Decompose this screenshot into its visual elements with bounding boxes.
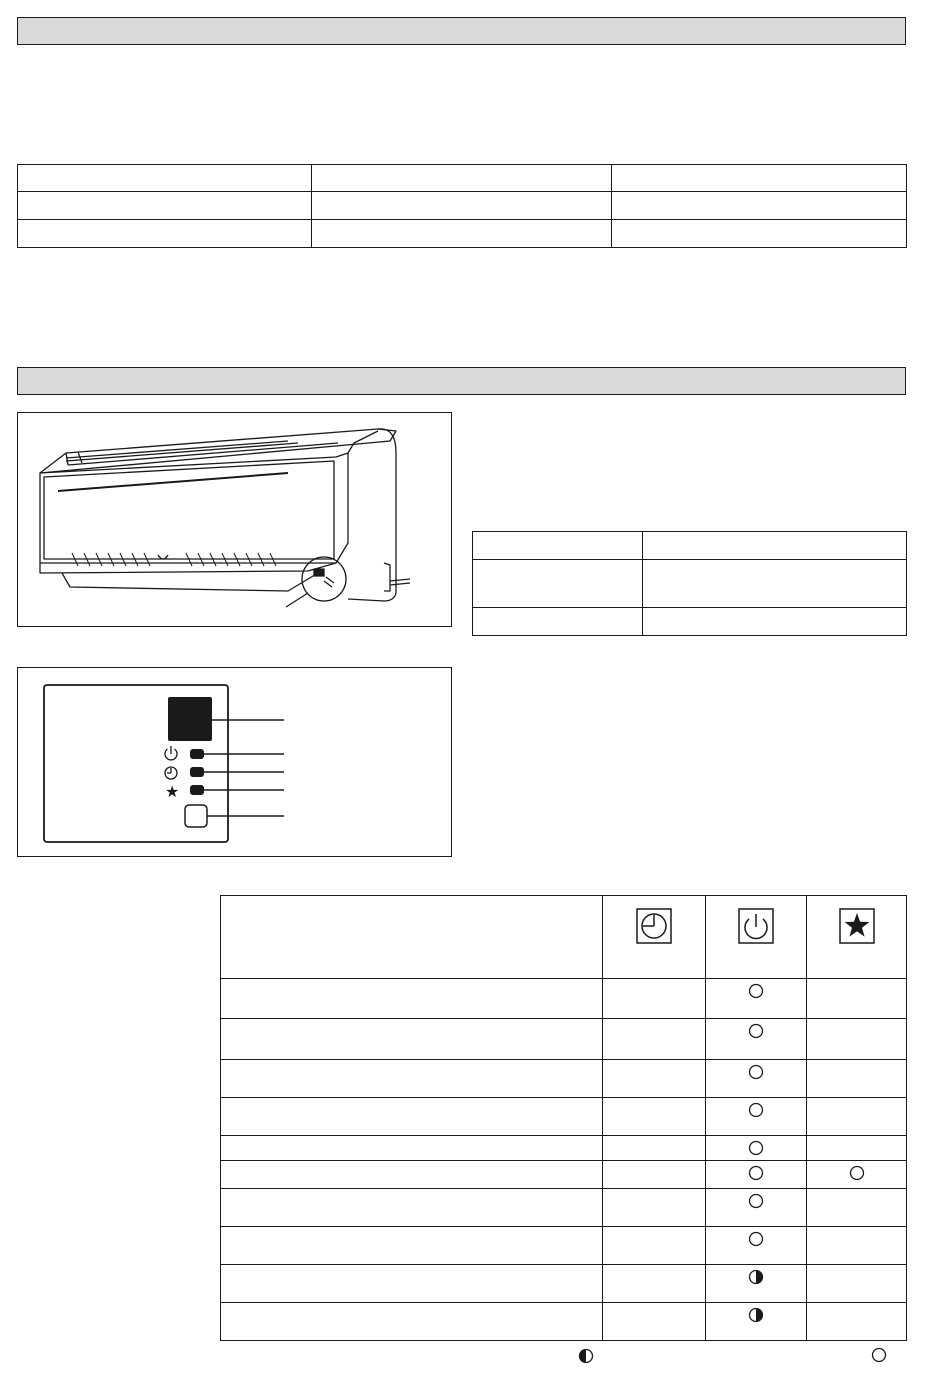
table-cell: [612, 192, 907, 220]
table-row: [221, 1098, 907, 1136]
timer-column-header: [603, 896, 706, 979]
power-column-header: [706, 896, 807, 979]
status-label: [221, 1161, 603, 1189]
table-cell: [18, 192, 312, 220]
table-row: [221, 1303, 907, 1341]
star-status-cell: [807, 1098, 907, 1136]
star-status-cell: [807, 979, 907, 1019]
section-2-header: [17, 367, 906, 395]
table-cell: [643, 560, 907, 608]
table-cell: [18, 220, 312, 248]
star-icon: ★: [165, 782, 180, 801]
power-icon: [738, 908, 774, 944]
power-status-cell: [706, 1136, 807, 1161]
timer-status-cell: [603, 1136, 706, 1161]
status-label: [221, 1189, 603, 1227]
circle-icon: [748, 1102, 764, 1118]
power-status-cell: [706, 1060, 807, 1098]
star-icon: [839, 908, 875, 944]
timer-status-cell: [603, 1161, 706, 1189]
table-cell: [312, 165, 612, 192]
status-label: [221, 1060, 603, 1098]
timer-status-cell: [603, 1060, 706, 1098]
circle-icon: [871, 1347, 887, 1363]
table-cell: [643, 608, 907, 636]
table-row: [221, 1265, 907, 1303]
status-label: [221, 979, 603, 1019]
table-row: [473, 608, 907, 636]
power-status-cell: [706, 1161, 807, 1189]
power-status-cell: [706, 1098, 807, 1136]
star-status-cell: [807, 1136, 907, 1161]
table-header-row: [221, 896, 907, 979]
status-label: [221, 1303, 603, 1341]
status-label: [221, 1136, 603, 1161]
table-row: [221, 1136, 907, 1161]
power-status-cell: [706, 1303, 807, 1341]
indicator-panel-drawing: [18, 668, 453, 858]
table-cell: [473, 608, 643, 636]
circle-icon: [748, 1064, 764, 1080]
table-row: [221, 1227, 907, 1265]
power-icon: [165, 746, 177, 760]
legend-on: [871, 1347, 887, 1368]
circle-icon: [748, 1023, 764, 1039]
section-1-header: [17, 17, 906, 45]
power-status-cell: [706, 1189, 807, 1227]
right-table: [472, 531, 907, 636]
indoor-unit-drawing: [18, 413, 453, 628]
table-row: [18, 165, 907, 192]
circle-icon: [849, 1165, 865, 1181]
indicator-panel-illustration: [17, 667, 452, 857]
circle-icon: [748, 1140, 764, 1156]
table-row: [221, 1019, 907, 1060]
table-row: [221, 1060, 907, 1098]
air-conditioner-illustration: [17, 412, 452, 627]
power-status-cell: [706, 1019, 807, 1060]
power-status-cell: [706, 1227, 807, 1265]
half-circle-icon: [578, 1348, 594, 1364]
half-circle-icon: [748, 1307, 764, 1323]
power-status-cell: [706, 1265, 807, 1303]
star-status-cell: [807, 1265, 907, 1303]
table-cell: [473, 532, 643, 560]
table-cell: [18, 165, 312, 192]
star-status-cell: [807, 1189, 907, 1227]
table-cell: [612, 220, 907, 248]
star-status-cell: [807, 1060, 907, 1098]
half-circle-icon: [748, 1269, 764, 1285]
timer-status-cell: [603, 1019, 706, 1060]
table-row: [473, 560, 907, 608]
timer-status-cell: [603, 1227, 706, 1265]
legend-blink: [578, 1348, 594, 1369]
table-cell: [612, 165, 907, 192]
timer-icon: [165, 767, 177, 779]
status-label: [221, 1019, 603, 1060]
table-cell: [312, 220, 612, 248]
table-row: [18, 192, 907, 220]
power-status-cell: [706, 979, 807, 1019]
indicator-status-table: [220, 895, 907, 1341]
timer-status-cell: [603, 1189, 706, 1227]
star-column-header: [807, 896, 907, 979]
timer-status-cell: [603, 1265, 706, 1303]
table-row: [221, 1161, 907, 1189]
star-status-cell: [807, 1227, 907, 1265]
table-row: [473, 532, 907, 560]
star-status-cell: [807, 1161, 907, 1189]
table-row: [221, 1189, 907, 1227]
status-label: [221, 1227, 603, 1265]
timer-status-cell: [603, 1098, 706, 1136]
table-row: [18, 220, 907, 248]
circle-icon: [748, 983, 764, 999]
circle-icon: [748, 1231, 764, 1247]
table-cell: [312, 192, 612, 220]
table-cell: [473, 560, 643, 608]
circle-icon: [748, 1165, 764, 1181]
circle-icon: [748, 1193, 764, 1209]
star-status-cell: [807, 1303, 907, 1341]
timer-status-cell: [603, 979, 706, 1019]
status-label: [221, 1265, 603, 1303]
table-header-cell: [221, 896, 603, 979]
table-cell: [643, 532, 907, 560]
table-row: [221, 979, 907, 1019]
star-status-cell: [807, 1019, 907, 1060]
timer-status-cell: [603, 1303, 706, 1341]
status-label: [221, 1098, 603, 1136]
timer-icon: [636, 908, 672, 944]
top-table: [17, 164, 907, 248]
